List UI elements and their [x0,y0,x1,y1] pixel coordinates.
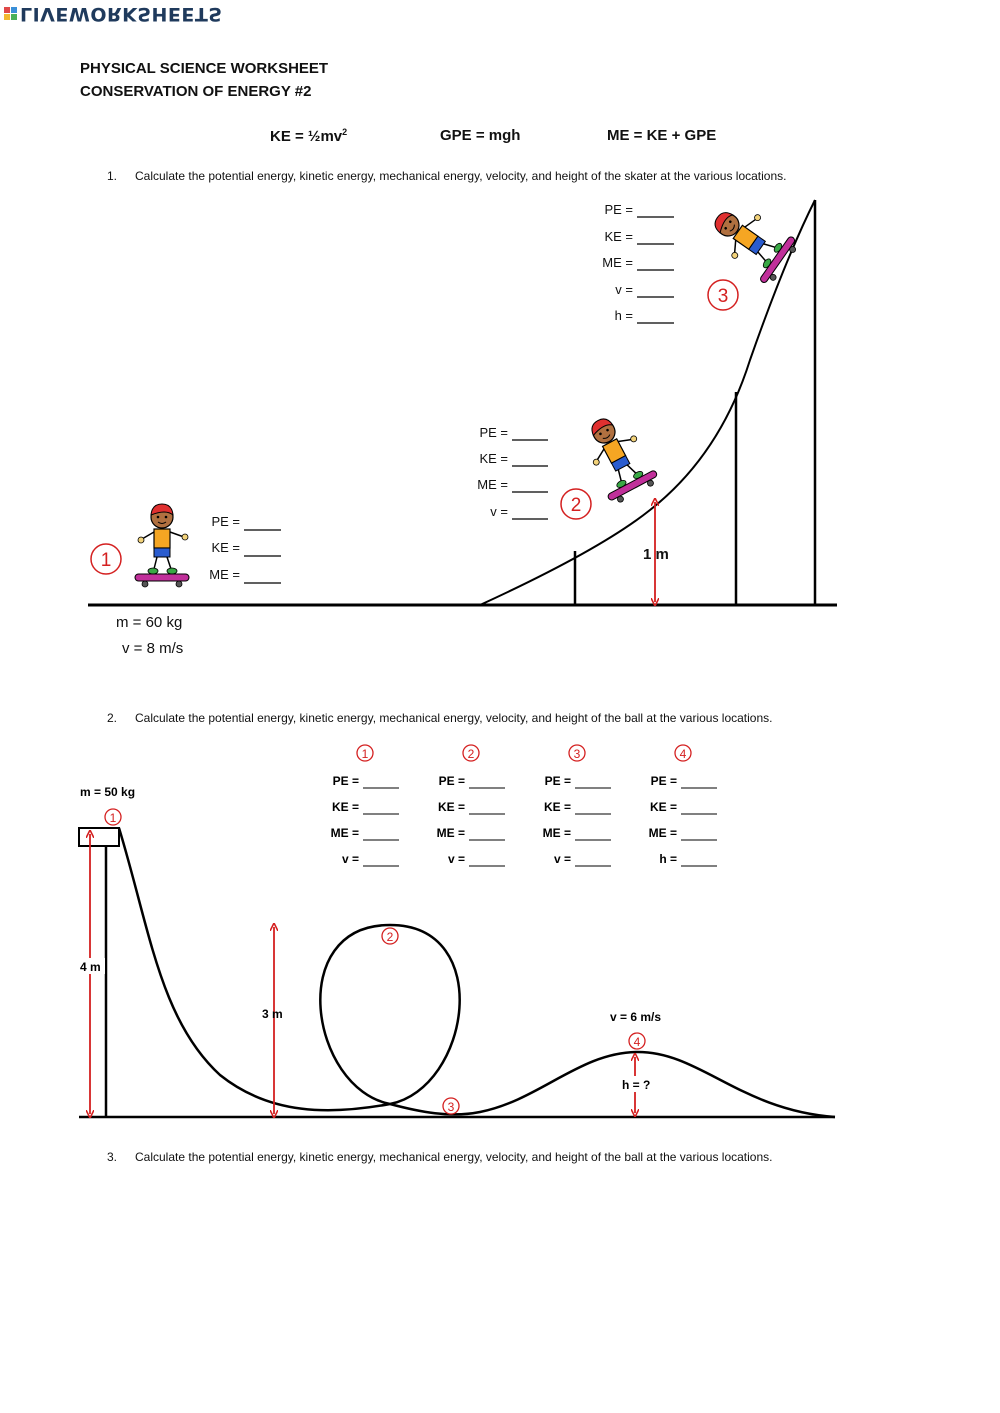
hill-velocity-label: v = 6 m/s [610,1010,662,1024]
formula-ke-text: KE = ½mv [270,128,343,145]
formula-me: ME = KE + GPE [607,127,717,144]
ball-c3-ke-label: KE = [543,800,571,814]
skater-p2-v-label: v = [490,504,508,519]
question-number: 2. [107,711,118,725]
skater-figure-1 [135,504,189,587]
question-number: 3. [107,1150,118,1164]
ball-c2-ke-label: KE = [437,800,465,814]
ball-c2-pe-label: PE = [438,774,465,788]
question-number: 1. [107,169,118,183]
hill-height-label: h = ? [622,1078,651,1092]
skater-p2-ke-label: KE = [479,451,508,466]
skater-point-3-marker [708,280,738,310]
skater-figure-2 [574,408,661,507]
skater-p2-pe-label: PE = [479,425,508,440]
svg-text:4: 4 [633,1035,641,1049]
loop-height-label: 3 m [262,1007,283,1021]
skater-p3-v-label: v = [615,282,633,297]
skater-p3-h-label: h = [614,308,633,323]
skater-point-1-marker [91,544,121,574]
ball-answer-columns [331,745,691,866]
ball-c2-me-label: ME = [436,826,465,840]
skater-height-label: 1 m [643,546,669,563]
roller-track [79,828,835,1117]
ball-c3-me-label: ME = [542,826,571,840]
skater-p3-me-label: ME = [602,255,633,270]
ball-col-1-number: 1 [361,747,369,761]
ball-c3-v-label: v = [553,852,571,866]
skater-p1-ke-label: KE = [211,540,240,555]
formula-ke-exponent: 2 [342,127,348,137]
skater-p1-me-label: ME = [209,567,240,582]
worksheet-subtitle: CONSERVATION OF ENERGY #2 [80,83,312,100]
svg-text:2: 2 [570,495,582,516]
skater-mass-label: m = 60 kg [116,614,183,631]
track-marker-1 [105,809,121,825]
question-text: Calculate the potential energy, kinetic energy, mechanical energy, velocity, and height of the skater at the various locations. [135,169,787,183]
skater-p3-ke-label: KE = [604,229,633,244]
ball-c4-me-label: ME = [648,826,677,840]
logo-text: LIVEWORKSHEETS [20,2,223,25]
ball-col-4-number: 4 [679,747,687,761]
start-platform [79,828,119,846]
start-height-label: 4 m [80,960,101,974]
skater-point-2-marker [561,489,591,519]
ball-c3-pe-label: PE = [544,774,571,788]
svg-text:3: 3 [717,286,729,307]
skater-p1-pe-label: PE = [211,514,240,529]
ball-c2-v-label: v = [447,852,465,866]
track-marker-2 [382,928,398,944]
skater-ramp [88,200,837,605]
ball-c1-pe-label: PE = [332,774,359,788]
svg-text:2: 2 [386,930,394,944]
track-marker-4 [629,1033,645,1049]
worksheet-title: PHYSICAL SCIENCE WORKSHEET [80,60,329,77]
svg-text:1: 1 [100,550,112,571]
ball-c1-ke-label: KE = [331,800,359,814]
ball-c4-pe-label: PE = [650,774,677,788]
ball-c4-h-label: h = [659,852,677,866]
skater-p2-me-label: ME = [477,477,508,492]
ball-col-3-number: 3 [573,747,581,761]
formula-gpe: GPE = mgh [440,127,521,144]
skater-figure-3 [702,195,801,287]
ball-c1-me-label: ME = [330,826,359,840]
track-marker-3 [443,1098,459,1114]
ball-mass-label: m = 50 kg [80,785,136,799]
question-text: Calculate the potential energy, kinetic energy, mechanical energy, velocity, and height of the ball at the various locations. [135,711,773,725]
ball-col-2-number: 2 [467,747,475,761]
track-curve [119,828,835,1117]
skater-p3-pe-label: PE = [604,202,633,217]
ball-c1-v-label: v = [341,852,359,866]
svg-text:1: 1 [109,811,117,825]
question-text: Calculate the potential energy, kinetic energy, mechanical energy, velocity, and height of the ball at the various locations. [135,1150,773,1164]
skater-velocity-label: v = 8 m/s [122,640,184,657]
svg-text:3: 3 [447,1100,455,1114]
ball-c4-ke-label: KE = [649,800,677,814]
